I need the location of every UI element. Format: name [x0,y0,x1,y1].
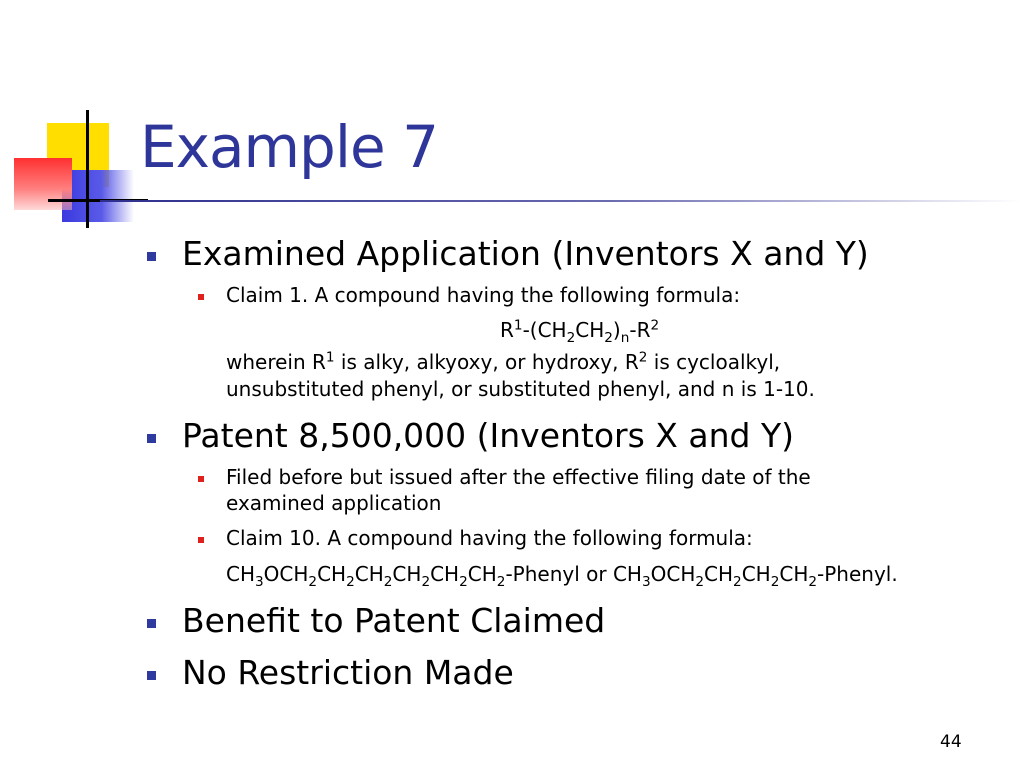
bullet-patent: Patent 8,500,000 (Inventors X and Y) [182,416,795,455]
sub-bullet-icon [198,476,204,482]
decor-red-square [14,158,72,210]
decor-vertical-line [86,110,89,228]
page-number: 44 [940,732,962,752]
bullet-icon [147,252,156,261]
wherein-definition-line2: unsubstituted phenyl, or substituted phenyl, and n is 1-10. [226,377,815,401]
bullet-examined-application: Examined Application (Inventors X and Y) [182,234,869,273]
filed-before-text-line2: examined application [226,491,442,515]
title-underline-rule [100,200,1020,202]
sub-bullet-icon [198,537,204,543]
filed-before-text: Filed before but issued after the effective filing date of the [226,465,811,489]
bullet-icon [147,434,156,443]
formula-1: $R^1-(CH_2CH_2)_n-R^2$ [500,317,660,346]
sub-bullet-icon [198,294,204,300]
decor-blue-square [62,170,134,222]
bullet-no-restriction: No Restriction Made [182,653,514,692]
claim-1-text: Claim 1. A compound having the following formula: [226,283,741,307]
claim-10-text: Claim 10. A compound having the following formula: [226,526,753,550]
wherein-definition: wherein $R^1$ is alky, alkyoxy, or hydroxy, $R^2$ is cycloalkyl, [226,349,781,374]
bullet-benefit: Benefit to Patent Claimed [182,601,606,640]
formula-2: $CH_3OCH_2CH_2CH_2CH_2CH_2CH_2$-Phenyl or $CH_3OCH_2CH_2CH_2CH_2$-Phenyl. [226,562,898,590]
bullet-icon [147,671,156,680]
slide-title: Example 7 [140,113,438,181]
bullet-icon [147,619,156,628]
